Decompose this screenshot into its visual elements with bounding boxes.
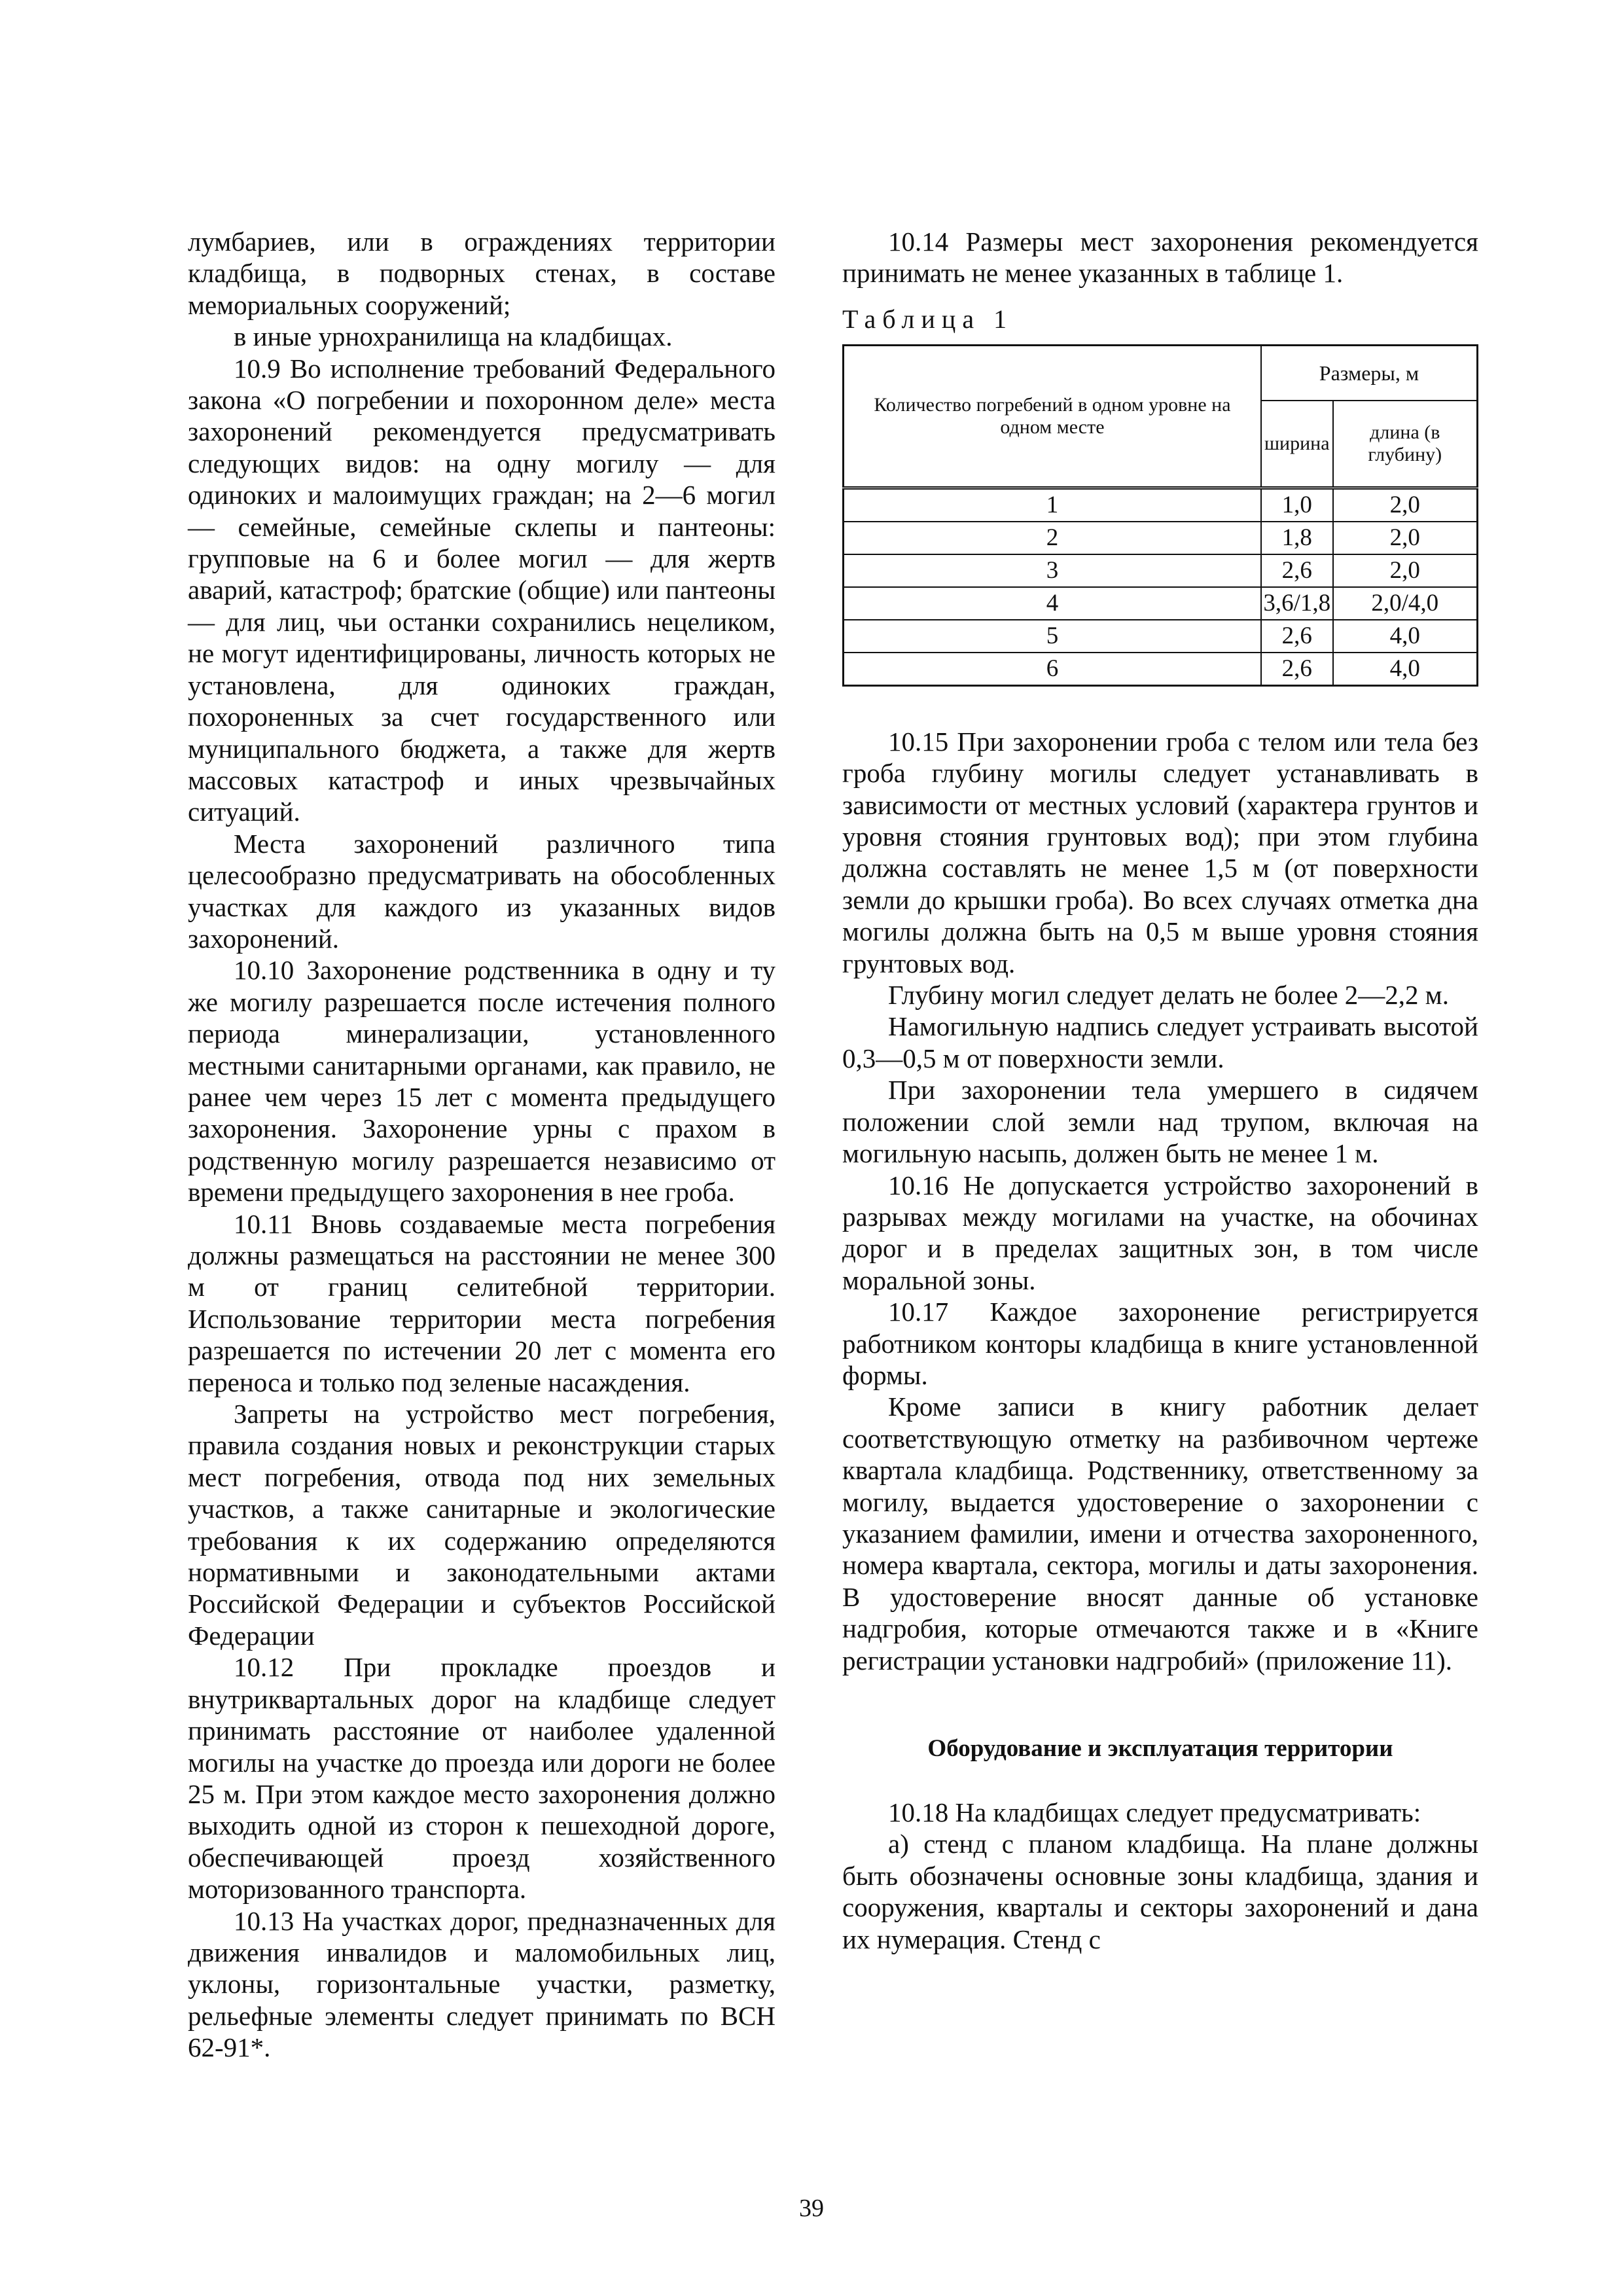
table-row (844, 522, 1478, 554)
table-cell: 2,0 (1333, 488, 1478, 522)
table-cell: 4 (844, 587, 1261, 620)
table-cell: 6 (844, 653, 1261, 686)
paragraph: При захоронении тела умершего в сидячем положении слой земли над трупом, включая на могильную насыпь, должен быть не менее 1 м. (842, 1075, 1478, 1169)
table-spacer (842, 687, 1478, 726)
table-cell: 4,0 (1333, 653, 1478, 686)
paragraph: Места захоронений различного типа целесообразно предусматривать на обособленных участках для каждого из указанных видов захоронений. (188, 828, 776, 954)
table-cell: 2,0/4,0 (1333, 587, 1478, 620)
table-cell: 1 (844, 488, 1261, 522)
table-cell: 2,6 (1261, 620, 1333, 653)
table-cell: 1,8 (1261, 522, 1333, 554)
table-cell: 2,0 (1333, 554, 1478, 587)
table-cell: 2,6 (1261, 653, 1333, 686)
table-row (844, 653, 1478, 686)
paragraph: Глубину могил следует делать не более 2—2,2 м. (888, 980, 1449, 1011)
table-cell: 1,0 (1261, 488, 1333, 522)
table-row (844, 587, 1478, 620)
table-cell: 2,6 (1261, 554, 1333, 587)
paragraph-10-13: 10.13 На участках дорог, предназначенных для движения инвалидов и маломобильных лиц, уклоны, горизонтальные участки, разметку, рельефные элементы следует принимать по ВСН 62-91*. (188, 1905, 776, 2063)
table-label: Таблица 1 (842, 304, 1014, 334)
paragraph: в иные урнохранилища на кладбищах. (234, 321, 673, 352)
paragraph: а) стенд с планом кладбища. На плане должны быть обозначены основные зоны кладбища, здания и сооружения, кварталы и секторы захоронений и дана их нумерация. Стенд с (842, 1829, 1478, 1954)
paragraph-10-10: 10.10 Захоронение родственника в одну и ту же могилу разрешается после истечения полного периода минерализации, установленного местными санитарными органами, как правило, не ранее чем через 15 лет с момента предыдущего захоронения. Захоронение урны с прахом в родственную могилу разрешается независимо от времени предыдущего захоронения в нее гроба. (188, 955, 776, 1208)
table-cell: 3 (844, 554, 1261, 587)
paragraph: Кроме записи в книгу работник делает соответствующую отметку на разбивочном чертеже квартала кладбища. Родственнику, ответственному за могилу, выдается удостоверение о захоронении с указанием фамилии, имени и отчества захороненного, номера квартала, сектора, могилы и даты захоронения. В удостоверение вносят данные об установке надгробия, которые отмечаются также и в «Книге регистрации установки надгробий» (приложение 11). (842, 1391, 1478, 1676)
table-cell: 2,0 (1333, 522, 1478, 554)
paragraph-10-9: 10.9 Во исполнение требований Федерального закона «О погребении и похоронном деле» места захоронений рекомендуется предусматривать следующих видов: на одну могилу — для одиноких и малоимущих граждан; на 2—6 могил — семейные, семейные склепы и пантеоны: групповые на 6 и более могил — для жертв аварий, катастроф; братские (общие) или пантеоны — для лиц, чьи останки сохранились нецеликом, не могут идентифицированы, личность которых не установлена, для одиноких граждан, похороненных за счет государственного или муниципального бюджета, а также для жертв массовых катастроф и иных чрезвычайных ситуаций. (188, 353, 776, 827)
section-heading: Оборудование и эксплуатация территории (927, 1735, 1393, 1762)
paragraph-10-11: 10.11 Вновь создаваемые места погребения должны размещаться на расстоянии не менее 300 м от границ селитебной территории. Использование территории места погребения разрешается по истечении 20 лет с момента его переноса и только под зеленые насаждения. (188, 1208, 776, 1397)
table-header-length: длина (в глубину) (1333, 401, 1478, 488)
left-column (188, 226, 776, 2064)
table-cell: 3,6/1,8 (1261, 587, 1333, 620)
table-row (844, 620, 1478, 653)
paragraph: Намогильную надпись следует устраивать высотой 0,3—0,5 м от поверхности земли. (842, 1011, 1478, 1073)
table-header-count: Количество погребений в одном уровне на одном месте (844, 345, 1261, 488)
table-header-dimensions: Размеры, м (1261, 345, 1478, 401)
paragraph-continuation: лумбариев, или в ограждениях территории кладбища, в подворных стенах, в составе мемориальных сооружений; (188, 226, 776, 320)
table-cell: 2 (844, 522, 1261, 554)
right-column (842, 226, 1478, 1955)
table-cell: 5 (844, 620, 1261, 653)
paragraph-10-12: 10.12 При прокладке проездов и внутриквартальных дорог на кладбище следует принимать расстояние от наиболее удаленной могилы на участке до проезда или дороги не более 25 м. При этом каждое место захоронения должно выходить одной из сторон к пешеходной дороге, обеспечивающей проезд хозяйственного моторизованного транспорта. (188, 1652, 776, 1905)
table-cell: 4,0 (1333, 620, 1478, 653)
paragraph-10-14: 10.14 Размеры мест захоронения рекомендуется принимать не менее указанных в таблице 1. (842, 226, 1478, 289)
paragraph-10-18: 10.18 На кладбищах следует предусматривать: (888, 1797, 1421, 1827)
paragraph-10-16: 10.16 Не допускается устройство захоронений в разрывах между могилами на участке, на обочинах дорог и в пределах защитных зон, в том числе моральной зоны. (842, 1170, 1478, 1295)
page-number: 39 (799, 2195, 824, 2222)
table-row (844, 488, 1478, 522)
table-row (844, 554, 1478, 587)
paragraph-10-17: 10.17 Каждое захоронение регистрируется работником конторы кладбища в книге установленной формы. (842, 1297, 1478, 1390)
paragraph-10-15: 10.15 При захоронении гроба с телом или тела без гроба глубину могилы следует устанавливать в зависимости от местных условий (характера грунтов и уровня стояния грунтовых вод); при этом глубина должна составлять не менее 1,5 м (от поверхности земли до крышки гроба). Во всех случаях отметка дна могилы должна быть на 0,5 м выше уровня стояния грунтовых вод. (842, 726, 1478, 978)
paragraph: Запреты на устройство мест погребения, правила создания новых и реконструкции старых мест погребения, отвода под них земельных участков, а также санитарные и экологические требования к их содержанию определяются нормативными и законодательными актами Российской Федерации и субъектов Российской Федерации (188, 1399, 776, 1651)
table-header-width: ширина (1261, 401, 1333, 488)
dimensions-table (842, 344, 1478, 687)
